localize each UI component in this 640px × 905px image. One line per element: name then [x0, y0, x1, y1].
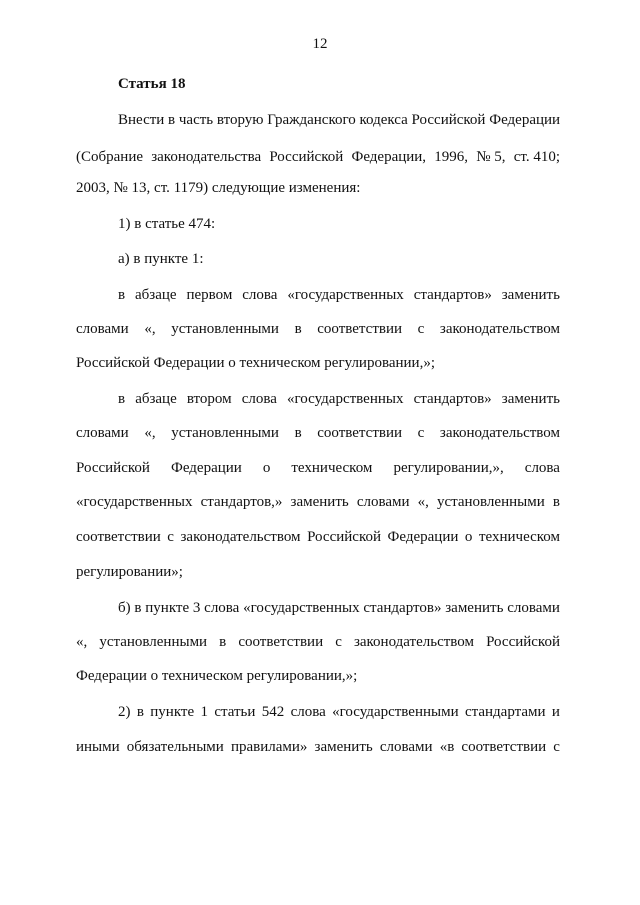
word: в: [136, 704, 144, 720]
word: установленными: [171, 321, 279, 337]
word: соответствии: [461, 739, 547, 755]
word: слова: [242, 287, 278, 303]
word: обязательными: [126, 739, 224, 755]
word: заменить: [290, 494, 349, 510]
word: «в: [439, 739, 455, 755]
word: Российской: [307, 529, 382, 545]
word: слова: [290, 704, 326, 720]
text-line-15: [118, 599, 560, 617]
word: слова: [524, 460, 560, 476]
text-line-10: [76, 424, 560, 442]
article-heading: Статья 18: [118, 76, 186, 92]
word: законодательством: [180, 529, 301, 545]
word: соответствии: [317, 425, 403, 441]
word: ст. 410;: [513, 149, 560, 165]
text-line-3: 2003, № 13, ст. 1179) следующие изменения:: [76, 180, 361, 196]
word: словами: [76, 321, 129, 337]
word: втором: [186, 391, 232, 407]
word: соответствии: [317, 321, 403, 337]
word: заменить: [501, 287, 560, 303]
word: заменить: [445, 600, 504, 616]
word: о: [464, 529, 473, 545]
word: «государственных: [287, 391, 404, 407]
word: заменить: [501, 391, 560, 407]
text-line-17: Федерации о техническом регулировании,»;: [76, 668, 358, 684]
word: Федерации: [170, 460, 242, 476]
word: стандартов»: [413, 287, 492, 303]
word: «государственных: [76, 494, 193, 510]
word: 3: [192, 600, 201, 616]
page-number: 12: [312, 36, 328, 52]
word: законодательства: [151, 149, 262, 165]
text-line-6: [118, 286, 560, 304]
word: стандартов»: [413, 391, 492, 407]
word: о: [262, 460, 271, 476]
word: стандартами: [464, 704, 546, 720]
word: правилами»: [230, 739, 308, 755]
word: в: [118, 391, 126, 407]
word: слова: [241, 391, 277, 407]
word: стандартов»: [363, 600, 442, 616]
word: (Собрание: [76, 149, 144, 165]
word: соответствии: [76, 529, 161, 545]
word: соответствии: [238, 634, 324, 650]
word: установленными: [171, 425, 279, 441]
word: техническом: [291, 460, 373, 476]
text-line-16: [76, 633, 560, 651]
word: «,: [144, 425, 156, 441]
text-line-18: [118, 703, 560, 721]
text-line-1: Внести в часть вторую Гражданского кодекса Российской Федерации: [118, 112, 561, 128]
word: стандартов,»: [200, 494, 283, 510]
word: с: [553, 739, 560, 755]
text-line-2: [76, 148, 560, 166]
word: регулировании,»,: [393, 460, 504, 476]
word: 2): [118, 704, 131, 720]
word: «,: [144, 321, 156, 337]
word: словами: [507, 600, 560, 616]
word: словами: [76, 425, 129, 441]
word: Федерации: [387, 529, 459, 545]
word: с: [417, 321, 425, 337]
word: иными: [76, 739, 120, 755]
word: установленными: [99, 634, 208, 650]
word: с: [417, 425, 425, 441]
word: законодательством: [353, 634, 474, 650]
word: б): [118, 600, 131, 616]
word: с: [335, 634, 342, 650]
word: и: [551, 704, 560, 720]
word: техническом: [478, 529, 560, 545]
word: Российской: [76, 460, 150, 476]
word: в: [134, 600, 142, 616]
word: статьи: [214, 704, 256, 720]
word: в: [552, 494, 560, 510]
word: Федерации,: [351, 149, 427, 165]
word: 1: [200, 704, 208, 720]
word: «государственных: [287, 287, 404, 303]
text-line-4: 1) в статье 474:: [118, 216, 216, 232]
word: пункте: [150, 704, 195, 720]
text-line-7: [76, 320, 560, 338]
text-line-12: [76, 493, 560, 511]
text-line-8: Российской Федерации о техническом регулировании,»;: [76, 355, 436, 371]
word: «,: [76, 634, 88, 650]
word: абзаце: [135, 287, 177, 303]
word: словами: [356, 494, 410, 510]
word: «государственных: [243, 600, 360, 616]
text-line-19: [76, 738, 560, 756]
word: 542: [261, 704, 285, 720]
word: с: [167, 529, 174, 545]
text-line-13: [76, 528, 560, 546]
word: пункте: [145, 600, 190, 616]
word: в: [219, 634, 227, 650]
text-line-14: регулировании»;: [76, 564, 183, 580]
word: в: [118, 287, 126, 303]
word: установленными: [436, 494, 545, 510]
word: Российской: [486, 634, 560, 650]
word: «,: [417, 494, 429, 510]
word: в: [294, 425, 302, 441]
word: законодательством: [439, 321, 560, 337]
word: словами: [379, 739, 433, 755]
text-line-5: а) в пункте 1:: [118, 251, 204, 267]
word: в: [294, 321, 302, 337]
word: законодательством: [439, 425, 560, 441]
word: абзаце: [135, 391, 177, 407]
word: первом: [186, 287, 233, 303]
word: заменить: [314, 739, 373, 755]
word: «государственными: [332, 704, 459, 720]
text-line-11: [76, 459, 560, 477]
word: слова: [204, 600, 240, 616]
text-line-9: [118, 390, 560, 408]
word: № 5,: [476, 149, 506, 165]
word: Российской: [269, 149, 344, 165]
word: 1996,: [434, 149, 469, 165]
